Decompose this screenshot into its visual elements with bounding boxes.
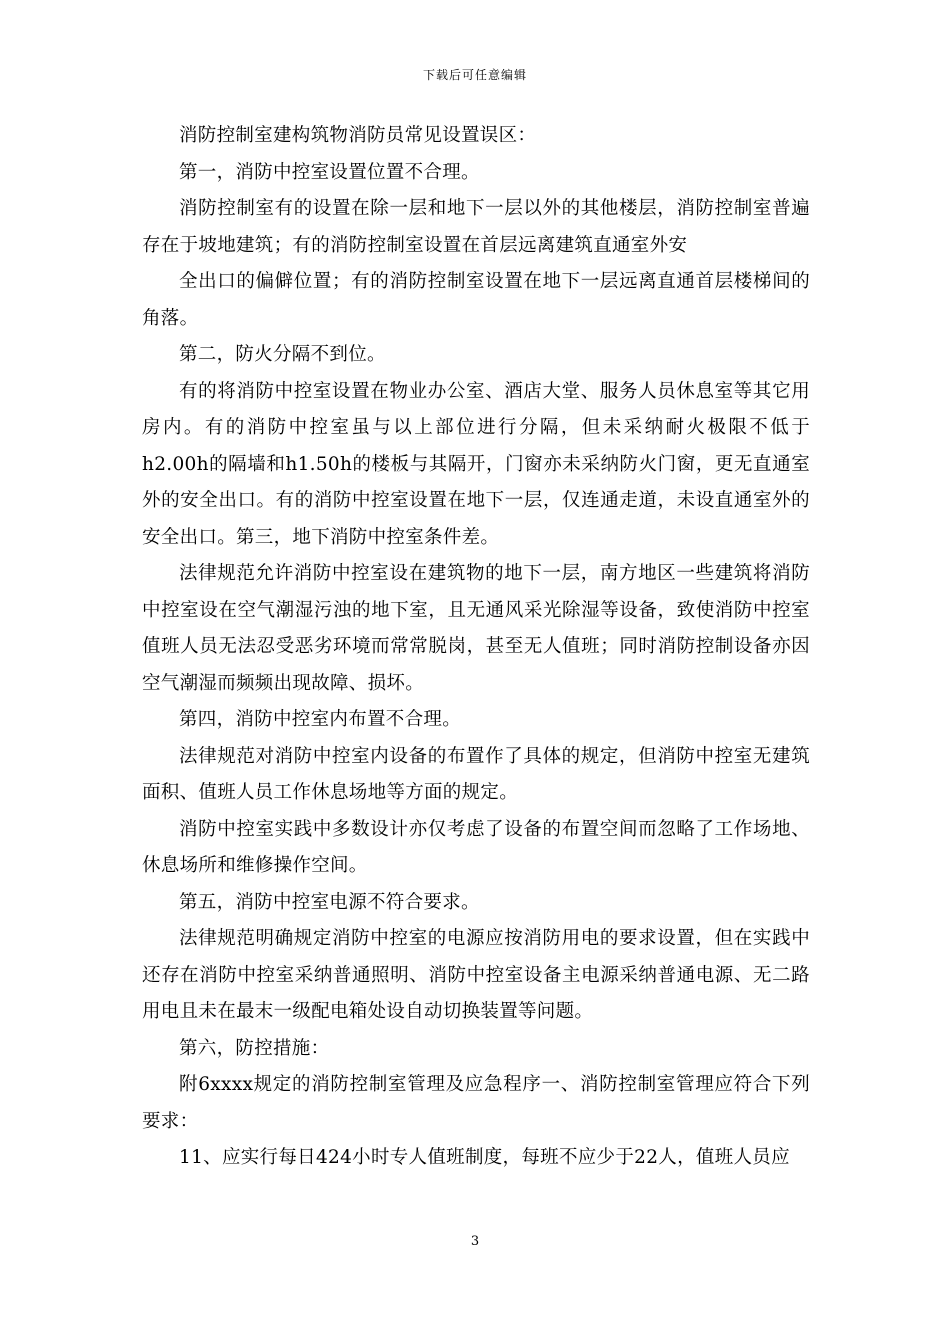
paragraph: 消防控制室建构筑物消防员常见设置误区： bbox=[179, 125, 537, 146]
page-header: 下载后可任意编辑 bbox=[422, 68, 527, 82]
paragraph: 第六，防控措施： bbox=[179, 1037, 330, 1059]
paragraph: 法律规范明确规定消防中控室的电源应按消防用电的要求设置，但在实践中还存在消防中控室采纳普通照明、消防中控室设备主电源采纳普通电源、无二路用电且未在最末一级配电箱处设自动切换装置等问题。 bbox=[142, 928, 810, 1022]
paragraph: 第五，消防中控室电源不符合要求。 bbox=[179, 891, 480, 913]
document-body bbox=[142, 118, 810, 1177]
paragraph: 第二，防火分隔不到位。 bbox=[179, 344, 386, 365]
paragraph: 消防中控室实践中多数设计亦仅考虑了设备的布置空间而忽略了工作场地、休息场所和维修操作空间。 bbox=[142, 818, 810, 876]
paragraph: 全出口的偏僻位置；有的消防控制室设置在地下一层远离直通首层楼梯间的角落。 bbox=[142, 271, 810, 329]
paragraph: 附6xxxx规定的消防控制室管理及应急程序一、消防控制室管理应符合下列要求： bbox=[142, 1074, 810, 1132]
paragraph: 第四，消防中控室内布置不合理。 bbox=[179, 709, 462, 730]
paragraph: 第一，消防中控室设置位置不合理。 bbox=[179, 161, 480, 183]
page-number: 3 bbox=[470, 1234, 480, 1249]
paragraph: 法律规范允许消防中控室设在建筑物的地下一层，南方地区一些建筑将消防中控室设在空气潮湿污浊的地下室，且无通风采光除湿等设备，致使消防中控室值班人员无法忍受恶劣环境而常常脱岗，甚至无人值班；同时消防控制设备亦因空气潮湿而频频出现故障、损坏。 bbox=[142, 563, 810, 694]
paragraph: 消防控制室有的设置在除一层和地下一层以外的其他楼层，消防控制室普遍存在于坡地建筑；有的消防控制室设置在首层远离建筑直通室外安 bbox=[142, 198, 810, 256]
paragraph: 有的将消防中控室设置在物业办公室、酒店大堂、服务人员休息室等其它用房内。有的消防中控室虽与以上部位进行分隔，但未采纳耐火极限不低于h2.00h的隔墙和h1.50h的楼板与其隔开，门窗亦未采纳防火门窗，更无直通室外的安全出口。有的消防中控室设置在地下一层，仅连通走道，未设直通室外的安全出口。第三，地下消防中控室条件差。 bbox=[142, 380, 810, 548]
paragraph: 11、应实行每日424小时专人值班制度，每班不应少于22人，值班人员应 bbox=[179, 1147, 790, 1168]
paragraph: 法律规范对消防中控室内设备的布置作了具体的规定，但消防中控室无建筑面积、值班人员工作休息场地等方面的规定。 bbox=[142, 745, 810, 803]
